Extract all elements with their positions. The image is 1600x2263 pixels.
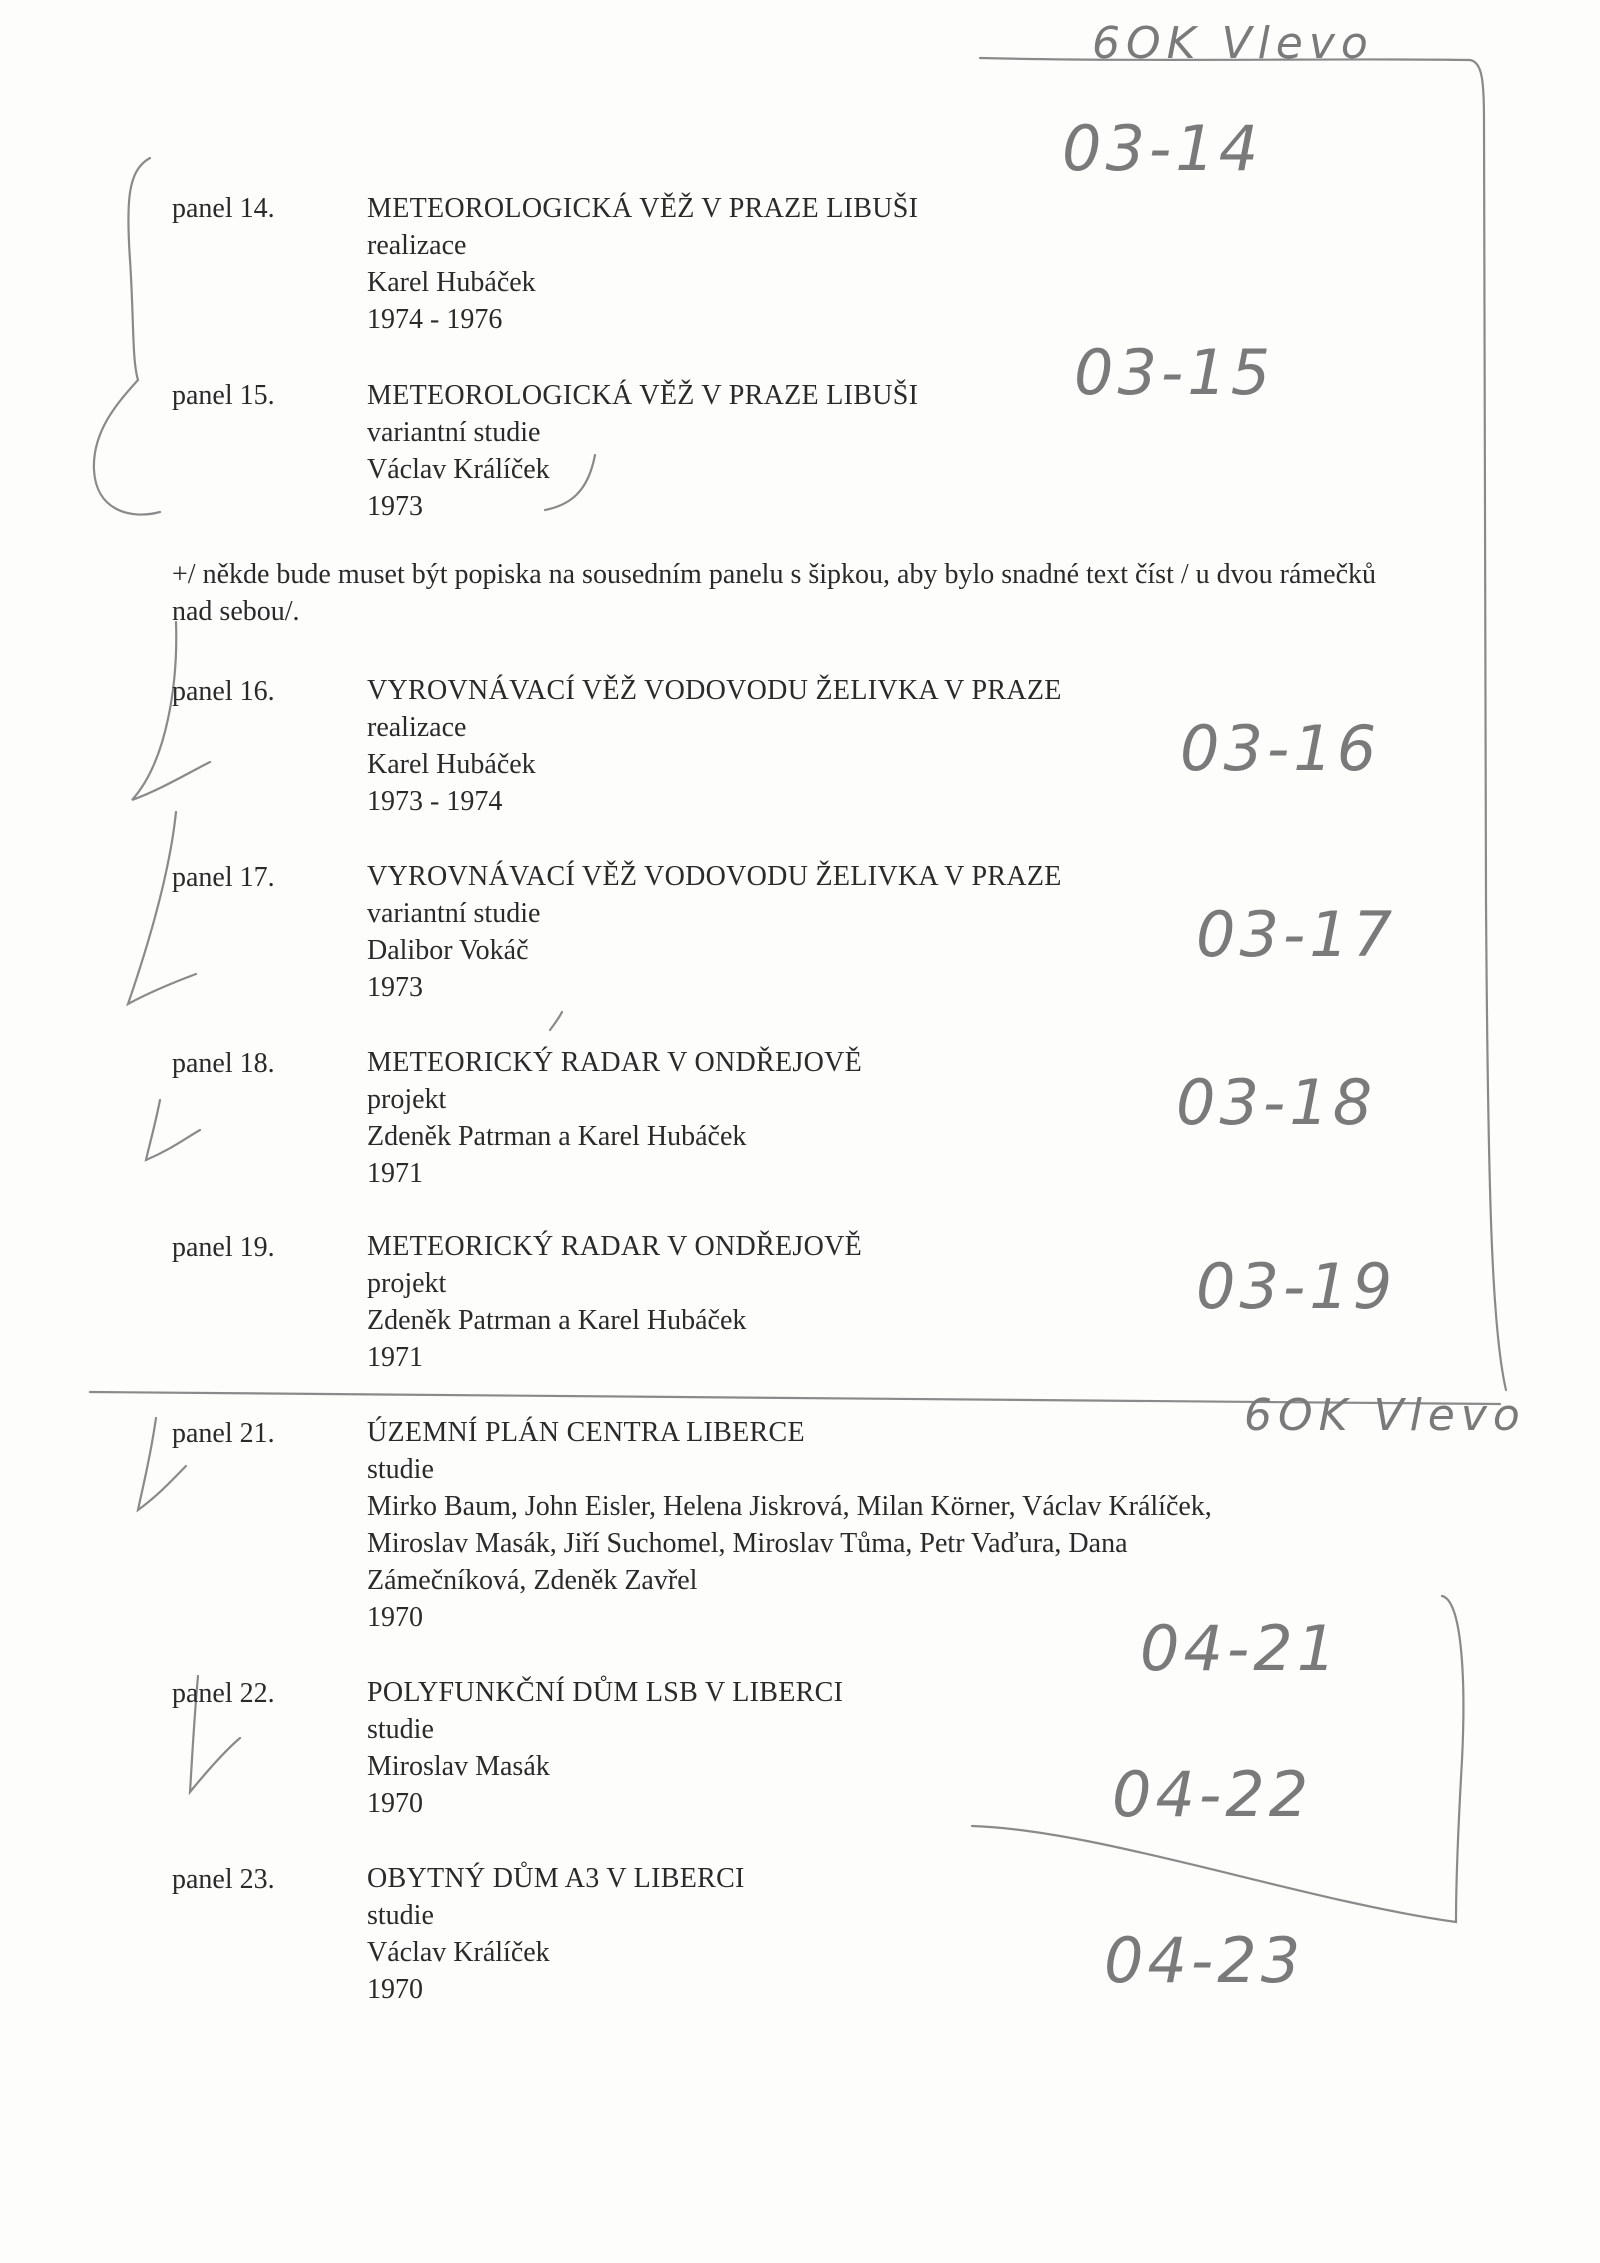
- panel-label: panel 18.: [172, 1048, 275, 1079]
- panel-entry: [367, 1860, 745, 2008]
- panel-authors: Karel Hubáček: [367, 749, 536, 780]
- handwritten-code-04-21: 04-21: [1140, 1612, 1341, 1685]
- panel-type: realizace: [367, 230, 467, 261]
- panel-year: 1970: [367, 1974, 423, 2005]
- handwritten-code-03-19: 03-19: [1196, 1250, 1397, 1323]
- panel-label: panel 14.: [172, 193, 275, 224]
- handwritten-code-04-23: 04-23: [1104, 1924, 1305, 1997]
- panel-type: variantní studie: [367, 898, 541, 929]
- panel-type: variantní studie: [367, 417, 541, 448]
- panel-label: panel 15.: [172, 380, 275, 411]
- panel-type: studie: [367, 1454, 434, 1485]
- panel-label: panel 19.: [172, 1232, 275, 1263]
- panel-entry: [367, 1414, 1212, 1636]
- panel-label: panel 21.: [172, 1418, 275, 1449]
- panel-year: 1974 - 1976: [367, 304, 503, 335]
- panel-year: 1970: [367, 1602, 423, 1633]
- panel-year: 1973: [367, 972, 423, 1003]
- panel-authors: Václav Králíček: [367, 454, 550, 485]
- panel-authors: Dalibor Vokáč: [367, 935, 529, 966]
- panel-year: 1973: [367, 491, 423, 522]
- panel-type: studie: [367, 1900, 434, 1931]
- panel-entry: [367, 672, 1062, 820]
- handwritten-code-04-22: 04-22: [1112, 1758, 1313, 1831]
- handwritten-code-03-18: 03-18: [1176, 1066, 1377, 1139]
- panel-year: 1970: [367, 1788, 423, 1819]
- panel-title: VYROVNÁVACÍ VĚŽ VODOVODU ŽELIVKA V PRAZE: [367, 861, 1062, 892]
- panel-authors: Zdeněk Patrman a Karel Hubáček: [367, 1305, 747, 1336]
- handwritten-code-03-17: 03-17: [1196, 898, 1397, 971]
- handwritten-code-03-15: 03-15: [1074, 336, 1275, 409]
- panel-authors: Miroslav Masák, Jiří Suchomel, Miroslav Tůma, Petr Vaďura, Dana: [367, 1528, 1128, 1559]
- handwritten-code-03-14: 03-14: [1062, 112, 1263, 185]
- handwritten-mid-ref: 6OK Vlevo: [1244, 1390, 1526, 1441]
- panel-entry: [367, 1674, 843, 1822]
- panel-year: 1973 - 1974: [367, 786, 503, 817]
- panel-type: projekt: [367, 1084, 447, 1115]
- note-text: +/ někde bude muset být popiska na sousedním panelu s šipkou, aby bylo snadné text číst / u dvou rámečků nad sebou/.: [172, 559, 1377, 627]
- panel-title: ÚZEMNÍ PLÁN CENTRA LIBERCE: [367, 1417, 805, 1448]
- panel-title: METEOROLOGICKÁ VĚŽ V PRAZE LIBUŠI: [367, 380, 919, 411]
- panel-authors: Zdeněk Patrman a Karel Hubáček: [367, 1121, 747, 1152]
- panel-year: 1971: [367, 1342, 423, 1373]
- panel-label: panel 17.: [172, 862, 275, 893]
- panel-title: VYROVNÁVACÍ VĚŽ VODOVODU ŽELIVKA V PRAZE: [367, 675, 1062, 706]
- panel-label: panel 22.: [172, 1678, 275, 1709]
- panel-authors: Karel Hubáček: [367, 267, 536, 298]
- panel-authors: Václav Králíček: [367, 1937, 550, 1968]
- panel-title: METEORICKÝ RADAR V ONDŘEJOVĚ: [367, 1047, 863, 1078]
- panel-title: METEOROLOGICKÁ VĚŽ V PRAZE LIBUŠI: [367, 193, 919, 224]
- panel-year: 1971: [367, 1158, 423, 1189]
- panel-entry: [367, 190, 918, 338]
- panel-label: panel 16.: [172, 676, 275, 707]
- panel-authors: Zámečníková, Zdeněk Zavřel: [367, 1565, 698, 1596]
- handwritten-code-03-16: 03-16: [1180, 712, 1381, 785]
- panel-entry: [367, 1044, 862, 1192]
- panel-entry: [367, 377, 918, 525]
- panel-entry: [367, 858, 1062, 1006]
- panel-label: panel 23.: [172, 1864, 275, 1895]
- panel-type: realizace: [367, 712, 467, 743]
- panel-entry: [367, 1228, 862, 1376]
- panel-authors: Miroslav Masák: [367, 1751, 550, 1782]
- panel-title: OBYTNÝ DŮM A3 V LIBERCI: [367, 1863, 745, 1894]
- panel-title: POLYFUNKČNÍ DŮM LSB V LIBERCI: [367, 1677, 844, 1708]
- panel-authors: Mirko Baum, John Eisler, Helena Jiskrová, Milan Körner, Václav Králíček,: [367, 1491, 1212, 1522]
- handwritten-top-ref: 6OK Vlevo: [1092, 18, 1374, 69]
- panel-type: studie: [367, 1714, 434, 1745]
- panel-type: projekt: [367, 1268, 447, 1299]
- panel-title: METEORICKÝ RADAR V ONDŘEJOVĚ: [367, 1231, 863, 1262]
